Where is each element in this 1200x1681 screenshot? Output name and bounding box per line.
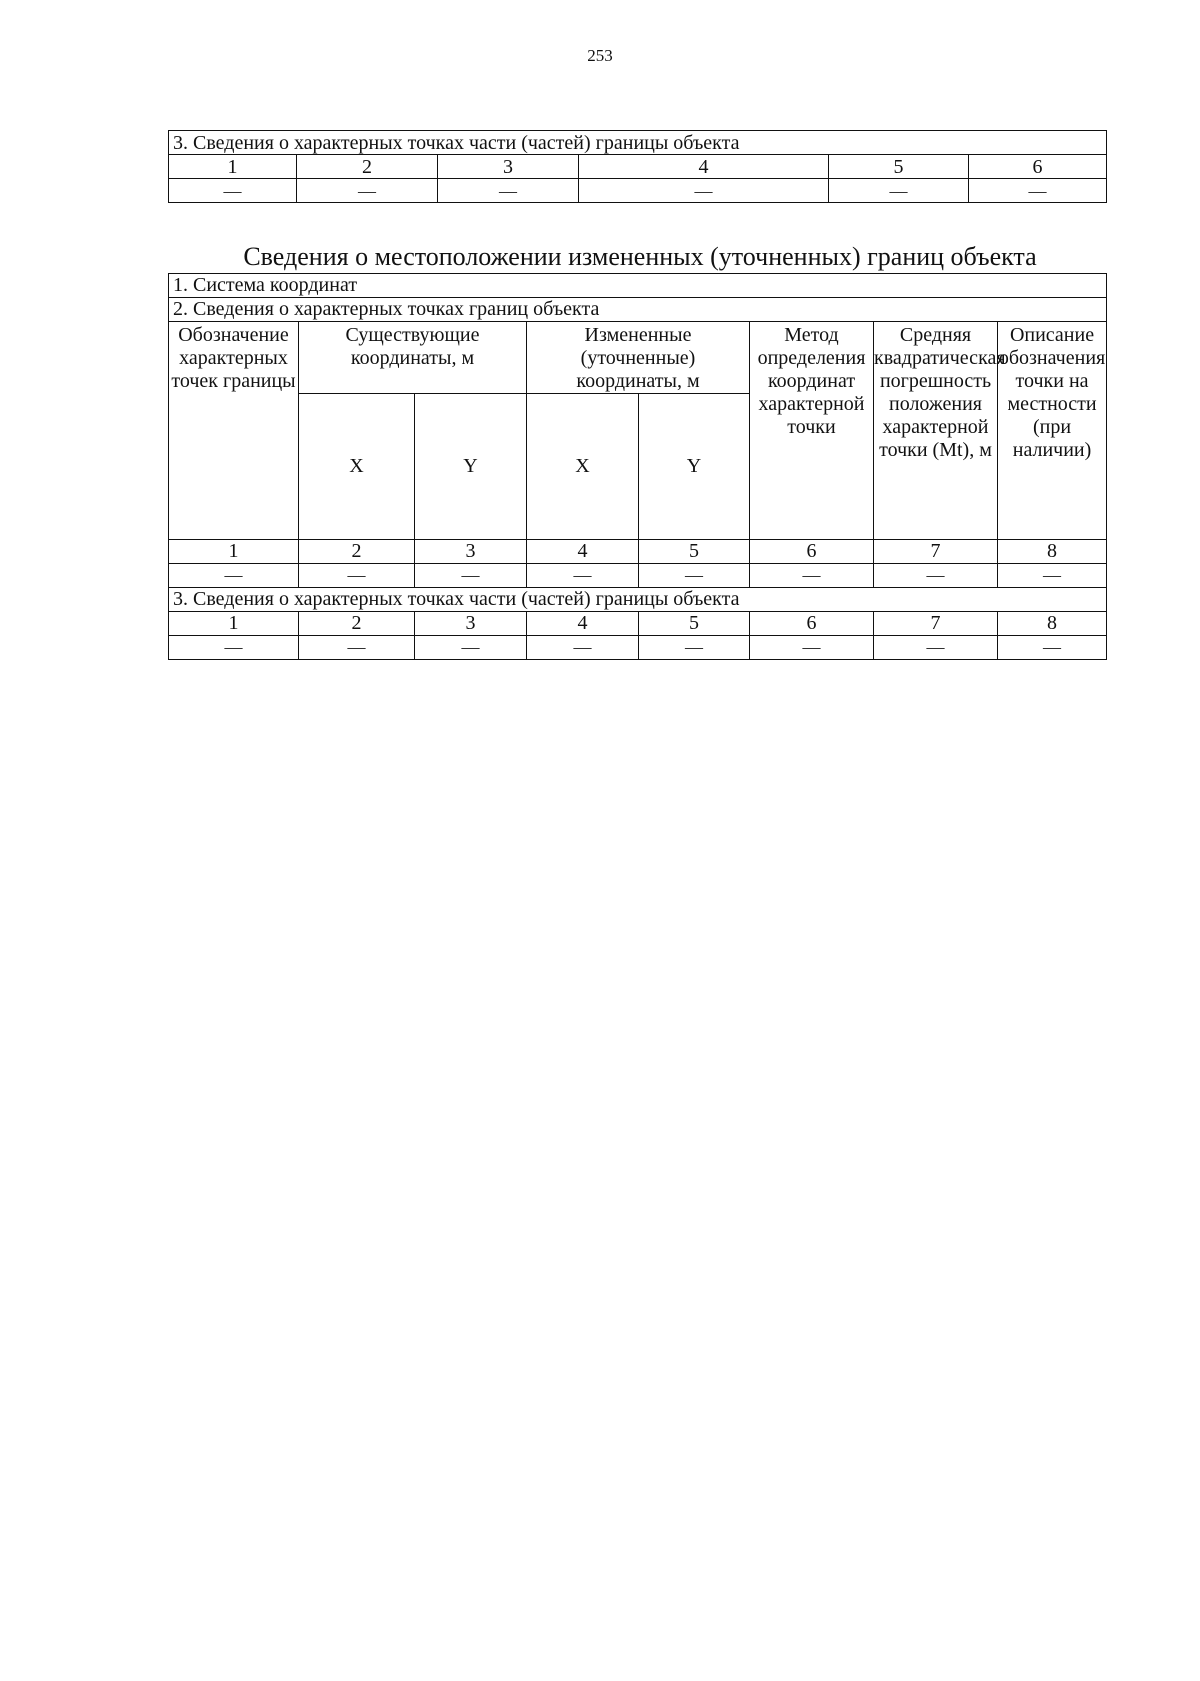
table-cell: — bbox=[750, 636, 874, 660]
col-number: 4 bbox=[527, 612, 639, 636]
col-number: 3 bbox=[438, 155, 579, 179]
section-heading: Сведения о местоположении измененных (уточненных) границ объекта bbox=[243, 242, 1037, 271]
table-cell: — bbox=[579, 179, 829, 203]
col-number: 7 bbox=[874, 540, 998, 564]
table-cell: — bbox=[998, 636, 1107, 660]
header-changed-coords: Измененные (уточненные) координаты, м bbox=[527, 322, 750, 394]
table-row bbox=[169, 131, 1107, 155]
col-number: 4 bbox=[579, 155, 829, 179]
table-cell: — bbox=[299, 636, 415, 660]
table-cell: — bbox=[415, 636, 527, 660]
table-cell: — bbox=[438, 179, 579, 203]
header-existing-x: X bbox=[299, 394, 415, 540]
table-row bbox=[169, 155, 1107, 179]
table-cell: — bbox=[527, 564, 639, 588]
table-parts-points bbox=[168, 130, 1107, 203]
table-row bbox=[169, 298, 1107, 322]
col-number: 8 bbox=[998, 612, 1107, 636]
table-cell: — bbox=[169, 636, 299, 660]
col-number: 5 bbox=[639, 540, 750, 564]
header-description: Описание обозначения точки на местности (при наличии) bbox=[998, 322, 1107, 540]
header-existing-coords: Существующие координаты, м bbox=[299, 322, 527, 394]
table-cell: — bbox=[415, 564, 527, 588]
table-row bbox=[169, 540, 1107, 564]
section-3-title: 3. Сведения о характерных точках части (частей) границы объекта bbox=[169, 588, 1107, 612]
page-number: 253 bbox=[587, 46, 613, 65]
table-cell: — bbox=[750, 564, 874, 588]
table-cell: — bbox=[639, 636, 750, 660]
col-number: 1 bbox=[169, 540, 299, 564]
table-cell: — bbox=[297, 179, 438, 203]
header-existing-y: Y bbox=[415, 394, 527, 540]
table-cell: — bbox=[169, 179, 297, 203]
col-number: 7 bbox=[874, 612, 998, 636]
col-number: 2 bbox=[297, 155, 438, 179]
table-cell: — bbox=[299, 564, 415, 588]
table-header-row bbox=[169, 322, 1107, 394]
col-number: 1 bbox=[169, 612, 299, 636]
table-cell: — bbox=[639, 564, 750, 588]
col-number: 2 bbox=[299, 540, 415, 564]
section-2-title: 2. Сведения о характерных точках границ объекта bbox=[169, 298, 1107, 322]
table-row bbox=[169, 588, 1107, 612]
table-cell: — bbox=[169, 564, 299, 588]
table-row bbox=[169, 564, 1107, 588]
section-3-title: 3. Сведения о характерных точках части (частей) границы объекта bbox=[169, 131, 1107, 155]
col-number: 6 bbox=[750, 540, 874, 564]
col-number: 4 bbox=[527, 540, 639, 564]
col-number: 5 bbox=[639, 612, 750, 636]
table-row bbox=[169, 274, 1107, 298]
table-cell: — bbox=[874, 636, 998, 660]
table-row bbox=[169, 636, 1107, 660]
col-number: 6 bbox=[969, 155, 1107, 179]
col-number: 8 bbox=[998, 540, 1107, 564]
col-number: 5 bbox=[829, 155, 969, 179]
table-row bbox=[169, 612, 1107, 636]
table-cell: — bbox=[874, 564, 998, 588]
header-designation: Обозначение характерных точек границы bbox=[169, 322, 299, 540]
col-number: 6 bbox=[750, 612, 874, 636]
col-number: 1 bbox=[169, 155, 297, 179]
table-cell: — bbox=[829, 179, 969, 203]
header-error: Средняя квадратическая погрешность положения характерной точки (Mt), м bbox=[874, 322, 998, 540]
header-changed-x: X bbox=[527, 394, 639, 540]
col-number: 3 bbox=[415, 612, 527, 636]
table-cell: — bbox=[527, 636, 639, 660]
table-changed-boundaries bbox=[168, 273, 1107, 660]
col-number: 3 bbox=[415, 540, 527, 564]
section-1-title: 1. Система координат bbox=[169, 274, 1107, 298]
table-row bbox=[169, 179, 1107, 203]
table-cell: — bbox=[998, 564, 1107, 588]
table-cell: — bbox=[969, 179, 1107, 203]
header-method: Метод определения координат характерной точки bbox=[750, 322, 874, 540]
header-changed-y: Y bbox=[639, 394, 750, 540]
col-number: 2 bbox=[299, 612, 415, 636]
